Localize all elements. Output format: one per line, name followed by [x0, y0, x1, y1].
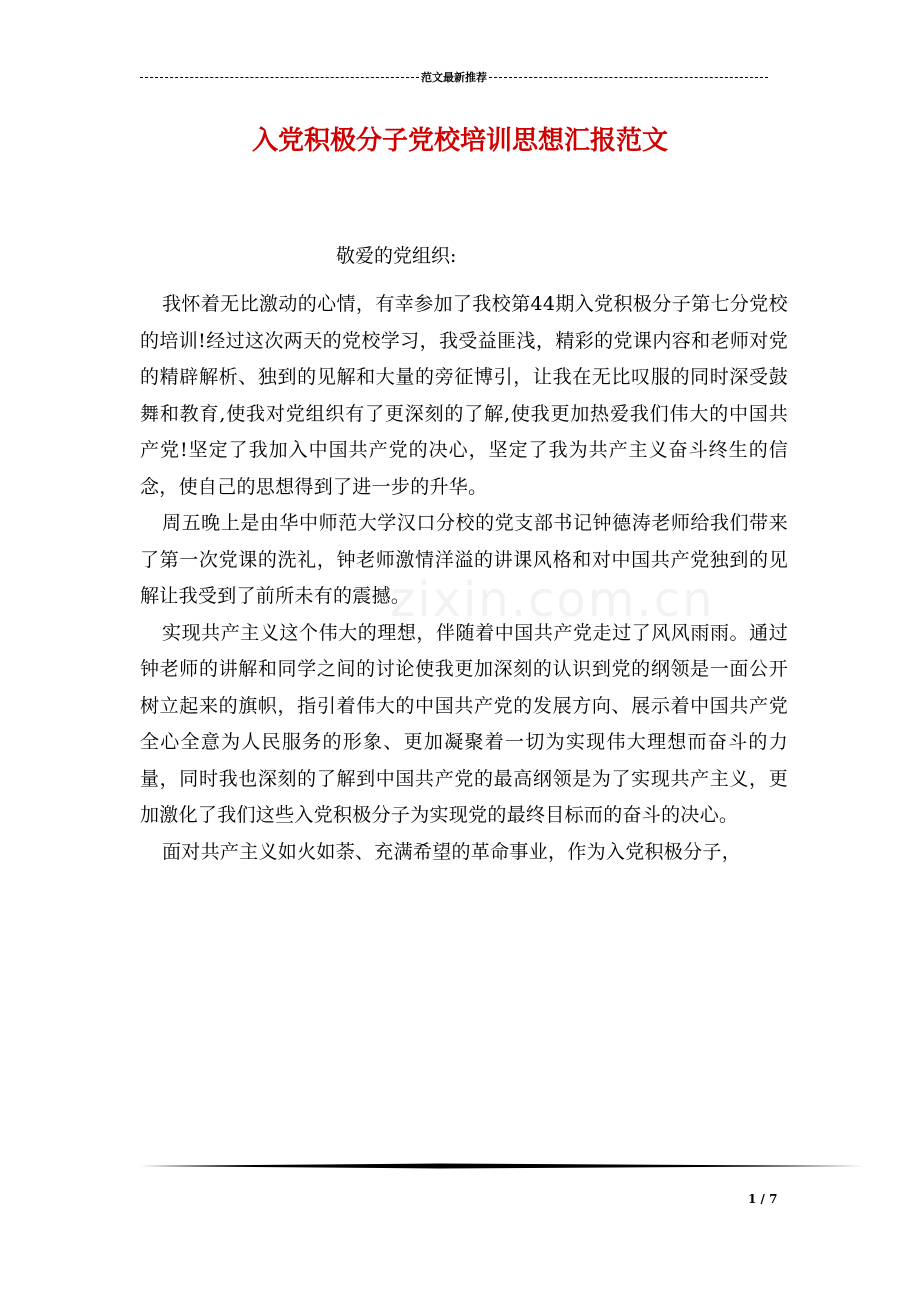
- paragraph-3: 实现共产主义这个伟大的理想，伴随着中国共产党走过了风风雨雨。通过钟老师的讲解和同学之间的讨论使我更加深刻的认识到党的纲领是一面公开树立起来的旗帜，指引着伟大的中国共产党的发展方向、展示着中国共产党全心全意为人民服务的形象、更加凝聚着一切为实现伟大理想而奋斗的力量，同时我也深刻的了解到中国共产党的最高纲领是为了实现共产主义，更加激化了我们这些入党积极分子为实现党的最终目标而的奋斗的决心。: [140, 621, 788, 826]
- document-body: [140, 286, 788, 870]
- document-title: 入党积极分子党校培训思想汇报范文: [251, 126, 668, 156]
- watermark: zixin.com.cn: [390, 572, 715, 628]
- paragraph-4: 面对共产主义如火如荼、充满希望的革命事业，作为入党积极分子，: [162, 840, 742, 863]
- header-label: 范文最新推荐: [421, 71, 487, 84]
- paragraph-2: 周五晚上是由华中师范大学汉口分校的党支部书记钟德涛老师给我们带来了第一次党课的洗礼，钟老师激情洋溢的讲课风格和对中国共产党独到的见解让我受到了前所未有的震撼。: [140, 512, 788, 607]
- header-dash-right: [489, 77, 768, 78]
- header-dash-left: [140, 77, 419, 78]
- salutation: 敬爱的党组织:: [336, 245, 457, 267]
- page-number: 1 / 7: [748, 1192, 778, 1206]
- paragraph-1: 我怀着无比激动的心情，有幸参加了我校第44期入党积极分子第七分党校的培训!经过这次两天的党校学习，我受益匪浅，精彩的党课内容和老师对党的精辟解析、独到的见解和大量的旁征博引，让我在无比叹服的同时深受鼓舞和教育,使我对党组织有了更深刻的了解,使我更加热爱我们伟大的中国共产党!坚定了我加入中国共产党的决心，坚定了我为共产主义奋斗终生的信念，使自己的思想得到了进一步的升华。: [140, 293, 788, 498]
- footer-rule: [140, 1162, 864, 1170]
- page-header: [140, 70, 768, 84]
